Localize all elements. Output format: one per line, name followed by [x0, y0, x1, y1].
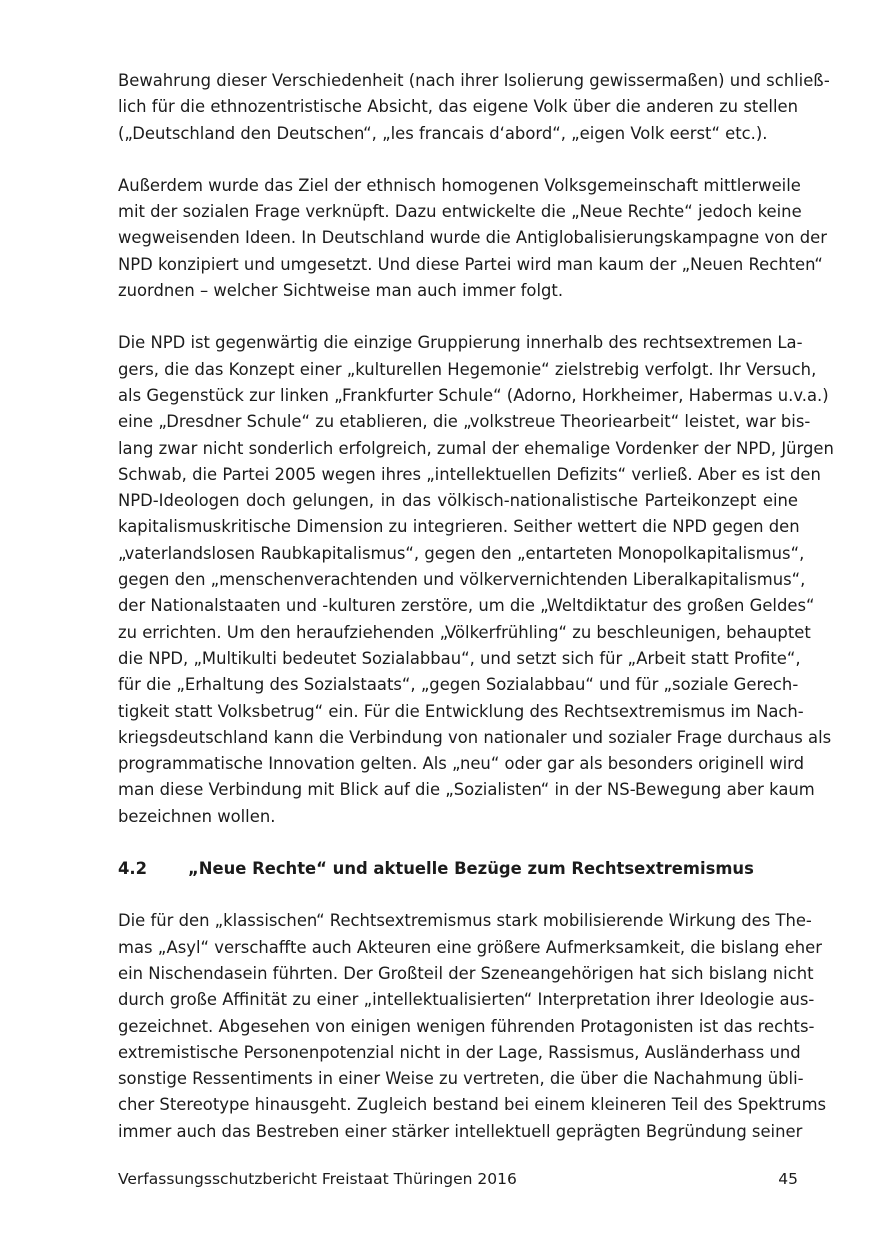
text-line: die NPD, „Multikulti bedeutet Sozialabbau“, und setzt sich für „Arbeit statt Profite“, [118, 648, 801, 668]
page-body [118, 68, 834, 1145]
text-line: kapitalismuskritische Dimension zu integrieren. Seither wettert die NPD gegen den [118, 517, 800, 537]
paragraph-4 [118, 908, 827, 1145]
text-line: lang zwar nicht sonderlich erfolgreich, zumal der ehemalige Vordenker der NPD, Jürgen [118, 438, 834, 458]
text-line: eine „Dresdner Schule“ zu etablieren, die „volkstreue Theoriearbeit“ leistet, war bis- [118, 412, 811, 432]
text-line: zu errichten. Um den heraufziehenden „Völkerfrühling“ zu beschleunigen, behauptet [118, 622, 811, 642]
text-line: („Deutschland den Deutschen“, „les francais d‘abord“, „eigen Volk eerst“ etc.). [118, 123, 768, 143]
text-line: „vaterlandslosen Raubkapitalismus“, gegen den „entarteten Monopolkapitalismus“, [118, 543, 805, 563]
footer-publication: Verfassungsschutzbericht Freistaat Thüringen 2016 [118, 1170, 517, 1188]
text-line: programmatische Innovation gelten. Als „neu“ oder gar als besonders originell wird [118, 754, 805, 774]
text-line: cher Stereotype hinausgeht. Zugleich bestand bei einem kleineren Teil des Spektrums [118, 1095, 827, 1115]
text-line: Die für den „klassischen“ Rechtsextremismus stark mobilisierende Wirkung des The- [118, 911, 812, 931]
text-line: NPD-Ideologen doch gelungen, in das völkisch-nationalistische Parteikonzept eine [118, 491, 798, 511]
text-line: mit der sozialen Frage verknüpft. Dazu entwickelte die „Neue Rechte“ jedoch keine [118, 202, 802, 222]
text-line: bezeichnen wollen. [118, 806, 276, 826]
text-line: gegen den „menschenverachtenden und völkervernichtenden Liberalkapitalismus“, [118, 570, 806, 590]
text-line: tigkeit statt Volksbetrug“ ein. Für die Entwicklung des Rechtsextremismus im Nach- [118, 701, 804, 721]
text-line: kriegsdeutschland kann die Verbindung von nationaler und sozialer Frage durchaus als [118, 727, 832, 747]
text-line: man diese Verbindung mit Blick auf die „Sozialisten“ in der NS-Bewegung aber kaum [118, 780, 815, 800]
text-line: Außerdem wurde das Ziel der ethnisch homogenen Volksgemeinschaft mittlerweile [118, 175, 801, 195]
text-line: mas „Asyl“ verschaffte auch Akteuren eine größere Aufmerksamkeit, die bislang eher [118, 937, 822, 957]
text-line: gers, die das Konzept einer „kulturellen Hegemonie“ zielstrebig verfolgt. Ihr Versuch, [118, 359, 817, 379]
text-line: Schwab, die Partei 2005 wegen ihres „intellektuellen Defizits“ verließ. Aber es ist den [118, 464, 821, 484]
text-line: der Nationalstaaten und -kulturen zerstöre, um die „Weltdiktatur des großen Geldes“ [118, 596, 815, 616]
text-line: immer auch das Bestreben einer stärker intellektuell geprägten Begründung seiner [118, 1121, 803, 1141]
paragraph-3 [118, 330, 834, 830]
text-line: Bewahrung dieser Verschiedenheit (nach ihrer Isolierung gewissermaßen) und schließ- [118, 71, 830, 90]
text-line: durch große Affinität zu einer „intellektualisierten“ Interpretation ihrer Ideologie aus- [118, 990, 815, 1010]
text-line: gezeichnet. Abgesehen von einigen wenigen führenden Protagonisten ist das rechts- [118, 1016, 815, 1036]
text-line: sonstige Ressentiments in einer Weise zu vertreten, die über die Nachahmung übli- [118, 1069, 804, 1089]
text-line: NPD konzipiert und umgesetzt. Und diese Partei wird man kaum der „Neuen Rechten“ [118, 254, 823, 274]
section-title: „Neue Rechte“ und aktuelle Bezüge zum Rechtsextremismus [188, 859, 754, 879]
text-line: wegweisenden Ideen. In Deutschland wurde die Antiglobalisierungskampagne von der [118, 228, 827, 248]
paragraph-2 [118, 173, 827, 304]
text-line: extremistische Personenpotenzial nicht in der Lage, Rassismus, Ausländerhass und [118, 1042, 801, 1062]
text-line: ein Nischendasein führten. Der Großteil der Szeneangehörigen hat sich bislang nicht [118, 963, 814, 983]
text-line: für die „Erhaltung des Sozialstaats“, „gegen Sozialabbau“ und für „soziale Gerech- [118, 675, 799, 695]
page-number: 45 [778, 1170, 798, 1188]
text-line: Die NPD ist gegenwärtig die einzige Gruppierung innerhalb des rechtsextremen La- [118, 333, 803, 353]
text-line: als Gegenstück zur linken „Frankfurter Schule“ (Adorno, Horkheimer, Habermas u.v.a.) [118, 385, 829, 405]
text-line: lich für die ethnozentristische Absicht, das eigene Volk über die anderen zu stellen [118, 97, 798, 117]
paragraph-1 [118, 68, 830, 147]
section-number: 4.2 [118, 859, 148, 879]
section-heading [118, 856, 798, 882]
page-footer [118, 1170, 798, 1188]
text-line: zuordnen – welcher Sichtweise man auch immer folgt. [118, 281, 564, 301]
